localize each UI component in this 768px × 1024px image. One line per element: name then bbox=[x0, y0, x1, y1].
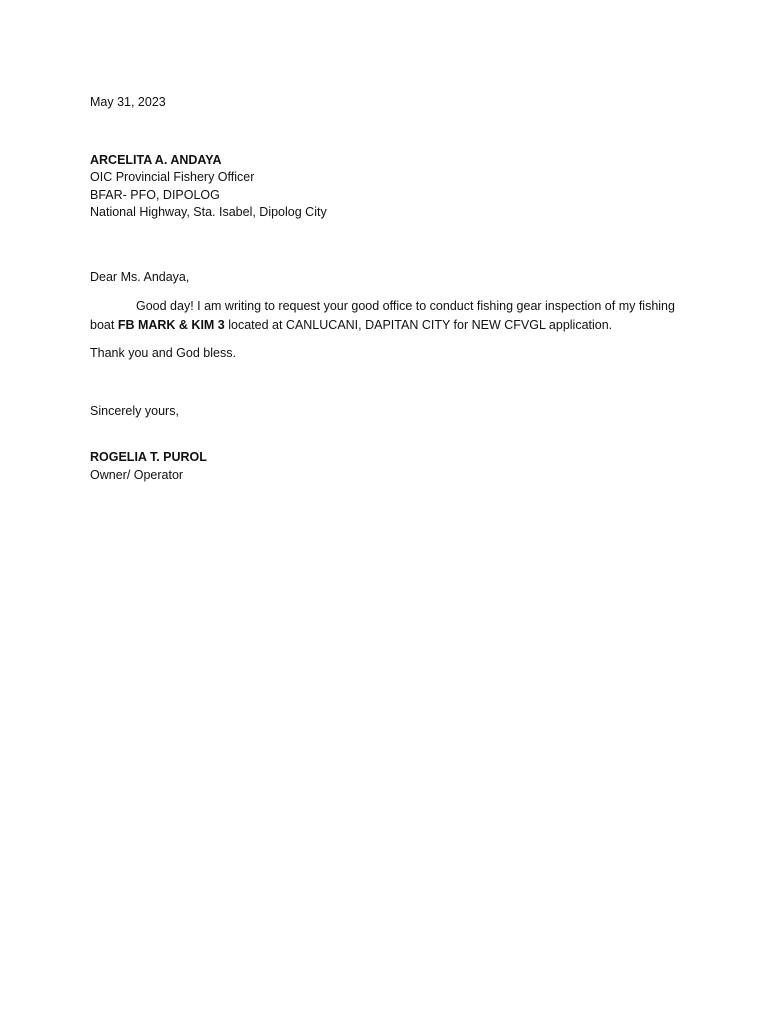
sender-title: Owner/ Operator bbox=[90, 467, 184, 482]
recipient-address: National Highway, Sta. Isabel, Dipolog City bbox=[90, 205, 327, 219]
body-paragraph bbox=[90, 297, 680, 334]
recipient-title: OIC Provincial Fishery Officer bbox=[90, 170, 255, 184]
recipient-office: BFAR- PFO, DIPOLOG bbox=[90, 187, 220, 202]
sender-block bbox=[90, 449, 680, 484]
letter-body bbox=[90, 94, 680, 484]
body-text-start: Good day! I am writing to request your good office to conduct fishing gear inspection of my fishing boat bbox=[90, 299, 675, 332]
closing-line: Sincerely yours, bbox=[90, 403, 179, 418]
boat-name: FB MARK & KIM 3 bbox=[117, 317, 225, 332]
sender-name: ROGELIA T. PUROL bbox=[90, 450, 207, 464]
recipient-block bbox=[90, 152, 680, 222]
recipient-name: ARCELITA A. ANDAYA bbox=[90, 152, 222, 167]
salutation: Dear Ms. Andaya, bbox=[90, 269, 190, 284]
thanks-line: Thank you and God bless. bbox=[90, 346, 236, 360]
letter-date: May 31, 2023 bbox=[90, 95, 166, 109]
body-text-end: located at CANLUCANI, DAPITAN CITY for NEW CFVGL application. bbox=[224, 317, 613, 332]
